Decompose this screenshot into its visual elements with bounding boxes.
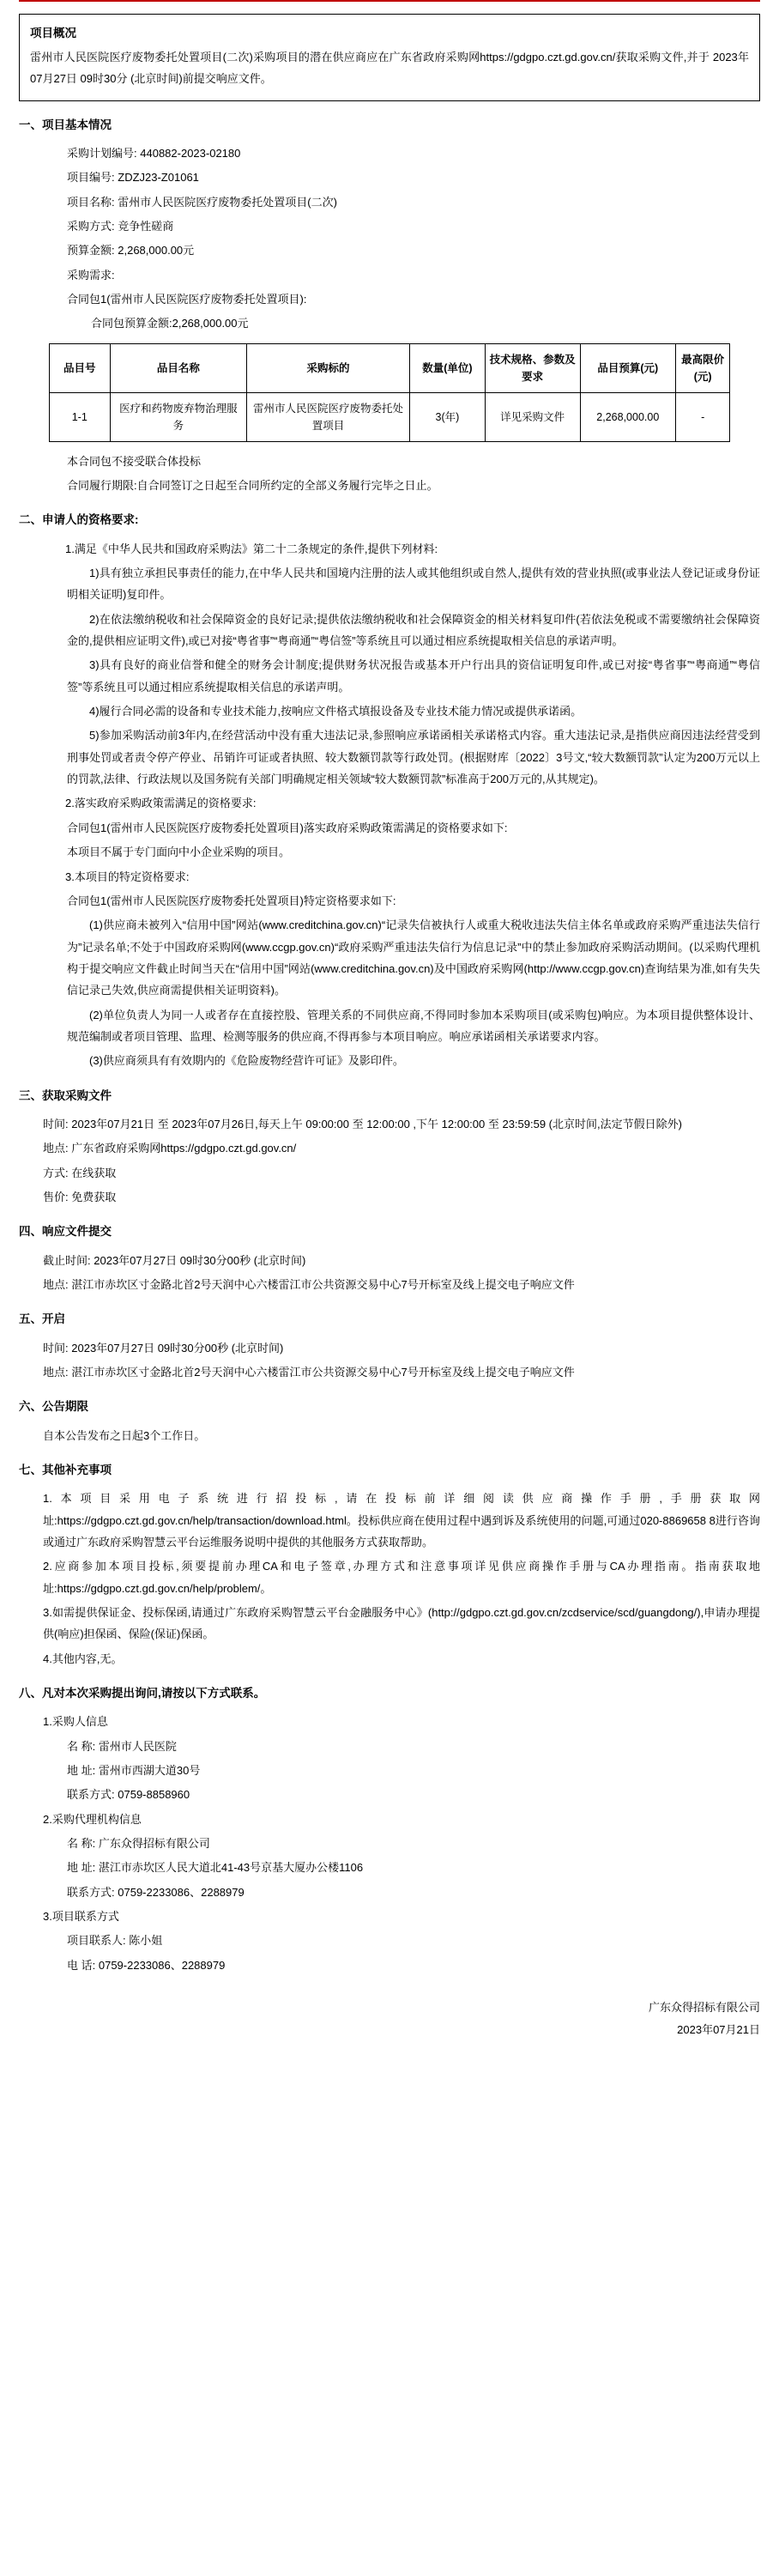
method-value: 竞争性磋商	[118, 220, 174, 233]
cell-qty: 3(年)	[410, 392, 485, 441]
s3-price-label: 售价:	[43, 1190, 69, 1203]
project-no-label: 项目编号:	[67, 171, 115, 185]
s5-place-label: 地点:	[43, 1365, 69, 1379]
budget-value: 2,268,000.00元	[118, 244, 195, 258]
project-overview-box	[19, 14, 760, 101]
s4-place-label: 地点:	[43, 1277, 69, 1291]
section-heading-4: 四、响应文件提交	[19, 1225, 112, 1239]
s8-g3-phone-label: 电 话:	[67, 1958, 96, 1972]
s2-p6: 5)参加采购活动前3年内,在经营活动中没有重大违法记录,参照响应承诺函相关承诺格式内容。重大违法记录,是指供应商因违法经营受到刑事处罚或者责令停产停业、吊销许可证或者执照、较大数额罚款等行政处罚。(根据财库〔2022〕3号文,“较大数额罚款”认定为200万元以上的罚款,法律、行政法规以及国务院有关部门明确规定相关领域“较大数额罚款”标准高于200万元的,从其规定)。	[67, 729, 760, 786]
top-rule	[19, 0, 760, 5]
s3-price-line	[19, 1186, 760, 1208]
s2-p4: 3)具有良好的商业信誉和健全的财务会计制度;提供财务状况报告或基本开户行出具的资信证明复印件,或已对接“粤省事”“粤商通”“粤信签”等系统且可以通过相应系统提取相关信息的承诺声明。	[67, 658, 760, 694]
s2-p12: (1)供应商未被列入“信用中国”网站(www.creditchina.gov.cn)“记录失信被执行人或重大税收违法失信主体名单或政府采购严重违法失信行为”记录名单;不处于中国政府采购网(www.ccgp.gov.cn)“政府采购严重违法失信行为信息记录”中的禁止参加政府采购活动期间。(以采购代理机构于提交响应文件截止时间当天在“信用中国”网站(www.creditchina.gov.cn)及中国政府采购网(http://www.ccgp.gov.cn)查询结果为准,如有失失信记录己失效,供应商需提供相关证明资料)。	[67, 918, 760, 997]
contract-period-note: 合同履行期限:自合同签订之日起至合同所约定的全部义务履行完毕之日止。	[67, 479, 438, 493]
s7-p4: 4.其他内容,无。	[43, 1652, 123, 1665]
s8-g2-addr-label: 地 址:	[67, 1861, 96, 1875]
s3-way-line	[19, 1162, 760, 1184]
s7-p2: 2.应商参加本项目投标,须要提前办理CA和电子签章,办理方式和注意事项详见供应商操作手册与CA办理指南。指南获取地址:https://gdgpo.czt.gd.gov.cn/help/problem/。	[43, 1560, 760, 1595]
cell-max: -	[675, 392, 730, 441]
plan-no-label: 采购计划编号:	[67, 146, 137, 160]
goods-table	[49, 343, 731, 442]
s2-p9: 本项目不属于专门面向中小企业采购的项目。	[67, 846, 291, 859]
s8-g1-contact-label: 联系方式:	[67, 1788, 115, 1802]
s8-g2-contact-value: 0759-2233086、2288979	[118, 1885, 245, 1899]
footer-date: 2023年07月21日	[677, 2023, 760, 2037]
table-row	[49, 392, 730, 441]
s2-p13: (2)单位负责人为同一人或者存在直接控股、管理关系的不同供应商,不得同时参加本采购项目(或采购包)响应。为本项目提供整体设计、规范编制或者项目管理、监理、检测等服务的供应商,不得再参与本项目响应。响应承诺函相关承诺要求内容。	[67, 1008, 760, 1043]
s2-p3: 2)在依法缴纳税收和社会保障资金的良好记录;提供依法缴纳税收和社会保障资金的相关材料复印件(若依法免税或不需要缴纳社会保障资金的,提供相应证明文件),或已对接“粤省事”“粤商通”“粤信签”等系统且可以通过相应系统提取相关信息的承诺声明。	[67, 612, 760, 648]
footer-org: 广东众得招标有限公司	[648, 2001, 760, 2015]
s7-p1: 1.本项目采用电子系统进行招投标,请在投标前详细阅读供应商操作手册,手册获取网址:https://gdgpo.czt.gd.gov.cn/help/transaction/download.html。投标供应商在使用过程中遇到诉及系统使用的问题,可通过020-8869658 8进行咨询或通过广东政府采购智慧云平台运维服务说明中提供的其他服务方式获取帮助。	[43, 1492, 760, 1549]
project-name-label: 项目名称:	[67, 195, 115, 209]
no-consortium-note: 本合同包不接受联合体投标	[67, 454, 202, 468]
plan-no-line	[19, 142, 760, 164]
section-heading-8: 八、凡对本次采购提出询问,请按以下方式联系。	[19, 1686, 266, 1700]
s3-place-value: 广东省政府采购网https://gdgpo.czt.gd.gov.cn/	[71, 1142, 297, 1155]
s8-group2-title: 2.采购代理机构信息	[43, 1812, 142, 1826]
plan-no-value: 440882-2023-02180	[140, 146, 241, 160]
project-no-line	[19, 167, 760, 188]
s5-time-label: 时间:	[43, 1341, 69, 1355]
s8-g2-contact-line	[19, 1882, 760, 1903]
table-header-row	[49, 343, 730, 392]
s7-p3: 3.如需提供保证金、投标保函,请通过广东政府采购智慧云平台金融服务中心》(http://gdgpo.czt.gd.gov.cn/zcdservice/scd/guangdong/),申请办理提供(响应)担保函、保险(保证)保函。	[43, 1605, 760, 1641]
cell-budget: 2,268,000.00	[580, 392, 675, 441]
s8-g2-addr-line	[19, 1857, 760, 1878]
th-target: 采购标的	[246, 343, 410, 392]
s2-p14: (3)供应商须具有有效期内的《危险废物经营许可证》及影印件。	[89, 1054, 404, 1068]
s8-g2-name-line	[19, 1833, 760, 1854]
package-budget-line: 合同包预算金额:2,268,000.00元	[91, 317, 249, 330]
demand-line	[19, 264, 760, 286]
project-name-line	[19, 191, 760, 213]
s8-g3-phone-value: 0759-2233086、2288979	[98, 1958, 226, 1972]
s4-place-value: 湛江市赤坎区寸金路北首2号天润中心六楼雷江市公共资源交易中心7号开标室及线上提交电子响应文件	[71, 1277, 575, 1291]
s3-way-label: 方式:	[43, 1166, 69, 1179]
project-name-value: 雷州市人民医院医疗废物委托处置项目(二次)	[118, 195, 337, 209]
s5-place-value: 湛江市赤坎区寸金路北首2号天润中心六楼雷江市公共资源交易中心7号开标室及线上提交电子响应文件	[71, 1365, 575, 1379]
s3-way-value: 在线获取	[71, 1166, 117, 1179]
cell-target: 雷州市人民医院医疗废物委托处置项目	[246, 392, 410, 441]
th-qty: 数量(单位)	[410, 343, 485, 392]
section-heading-1: 一、项目基本情况	[19, 118, 112, 131]
s8-g1-addr-label: 地 址:	[67, 1763, 96, 1777]
th-no: 品目号	[49, 343, 110, 392]
section-heading-2: 二、申请人的资格要求:	[19, 513, 139, 527]
s8-g1-addr-value: 雷州市西湖大道30号	[98, 1763, 201, 1777]
section-heading-7: 七、其他补充事项	[19, 1463, 112, 1476]
method-line	[19, 215, 760, 237]
s4-deadline-value: 2023年07月27日 09时30分00秒 (北京时间)	[94, 1253, 306, 1267]
s5-place-line	[19, 1361, 760, 1383]
s5-time-value: 2023年07月27日 09时30分00秒 (北京时间)	[71, 1341, 284, 1355]
s3-time-line	[19, 1113, 760, 1135]
s2-p8: 合同包1(雷州市人民医院医疗废物委托处置项目)落实政府采购政策需满足的资格要求如下:	[67, 821, 508, 834]
s8-g2-name-label: 名 称:	[67, 1836, 96, 1850]
cell-name: 医疗和药物废弃物治理服务	[111, 392, 247, 441]
method-label: 采购方式:	[67, 220, 115, 233]
s8-g1-name-label: 名 称:	[67, 1739, 96, 1753]
s3-time-label: 时间:	[43, 1117, 69, 1130]
s4-deadline-line	[19, 1250, 760, 1271]
s8-g1-contact-line	[19, 1784, 760, 1805]
s2-p1: 1.满足《中华人民共和国政府采购法》第二十二条规定的条件,提供下列材料:	[65, 542, 438, 555]
s3-place-label: 地点:	[43, 1142, 69, 1155]
overview-title: 项目概况	[30, 27, 76, 39]
s8-g2-contact-label: 联系方式:	[67, 1885, 115, 1899]
s8-group1-title: 1.采购人信息	[43, 1715, 108, 1729]
s5-time-line	[19, 1337, 760, 1359]
package-line: 合同包1(雷州市人民医院医疗废物委托处置项目):	[67, 293, 307, 306]
th-budget: 品目预算(元)	[580, 343, 675, 392]
s8-g2-addr-value: 湛江市赤坎区人民大道北41-43号京基大厦办公楼1106	[98, 1861, 364, 1875]
th-max: 最高限价(元)	[675, 343, 730, 392]
s4-deadline-label: 截止时间:	[43, 1253, 91, 1267]
s3-place-line	[19, 1137, 760, 1159]
s2-p7: 2.落实政府采购政策需满足的资格要求:	[65, 797, 257, 810]
s2-p2: 1)具有独立承担民事责任的能力,在中华人民共和国境内注册的法人或其他组织或自然人,提供有效的营业执照(或事业法人登记证或身份证明相关证明)复印件。	[67, 567, 760, 602]
cell-no: 1-1	[49, 392, 110, 441]
s3-time-value: 2023年07月21日 至 2023年07月26日,每天上午 09:00:00 至 12:00:00 ,下午 12:00:00 至 23:59:59 (北京时间,法定节假日除外)	[71, 1117, 682, 1130]
project-no-value: ZDZJ23-Z01061	[118, 171, 199, 185]
s3-price-value: 免费获取	[71, 1190, 117, 1203]
s6-body: 自本公告发布之日起3个工作日。	[43, 1428, 206, 1442]
s8-g3-phone-line	[19, 1955, 760, 1976]
s4-place-line	[19, 1274, 760, 1295]
section-heading-6: 六、公告期限	[19, 1400, 88, 1414]
s2-p5: 4)履行合同必需的设备和专业技术能力,按响应文件格式填报设备及专业技术能力情况或提供承诺函。	[89, 705, 583, 718]
s8-g1-name-line	[19, 1736, 760, 1757]
budget-line	[19, 239, 760, 261]
th-name: 品目名称	[111, 343, 247, 392]
s8-g3-person-line	[19, 1930, 760, 1951]
s8-g1-name-value: 雷州市人民医院	[98, 1739, 177, 1753]
demand-label: 采购需求:	[67, 268, 115, 282]
s2-p10: 3.本项目的特定资格要求:	[65, 870, 190, 883]
s8-g1-contact-value: 0759-8858960	[118, 1788, 190, 1802]
footer-block	[19, 1997, 760, 2041]
s8-g3-person-label: 项目联系人:	[67, 1934, 126, 1948]
s8-g2-name-value: 广东众得招标有限公司	[98, 1836, 210, 1850]
s2-p11: 合同包1(雷州市人民医院医疗废物委托处置项目)特定资格要求如下:	[67, 894, 396, 907]
s8-g3-person-value: 陈小姐	[129, 1934, 163, 1948]
budget-label: 预算金额:	[67, 244, 115, 258]
th-spec: 技术规格、参数及要求	[485, 343, 580, 392]
section-heading-5: 五、开启	[19, 1312, 65, 1326]
section-heading-3: 三、获取采购文件	[19, 1088, 112, 1102]
s8-group3-title: 3.项目联系方式	[43, 1909, 119, 1923]
s8-g1-addr-line	[19, 1760, 760, 1781]
overview-body: 雷州市人民医院医疗废物委托处置项目(二次)采购项目的潜在供应商应在广东省政府采购网https://gdgpo.czt.gd.gov.cn/获取采购文件,并于 2023年07月27日 09时30分 (北京时间)前提交响应文件。	[30, 51, 749, 85]
cell-spec: 详见采购文件	[485, 392, 580, 441]
